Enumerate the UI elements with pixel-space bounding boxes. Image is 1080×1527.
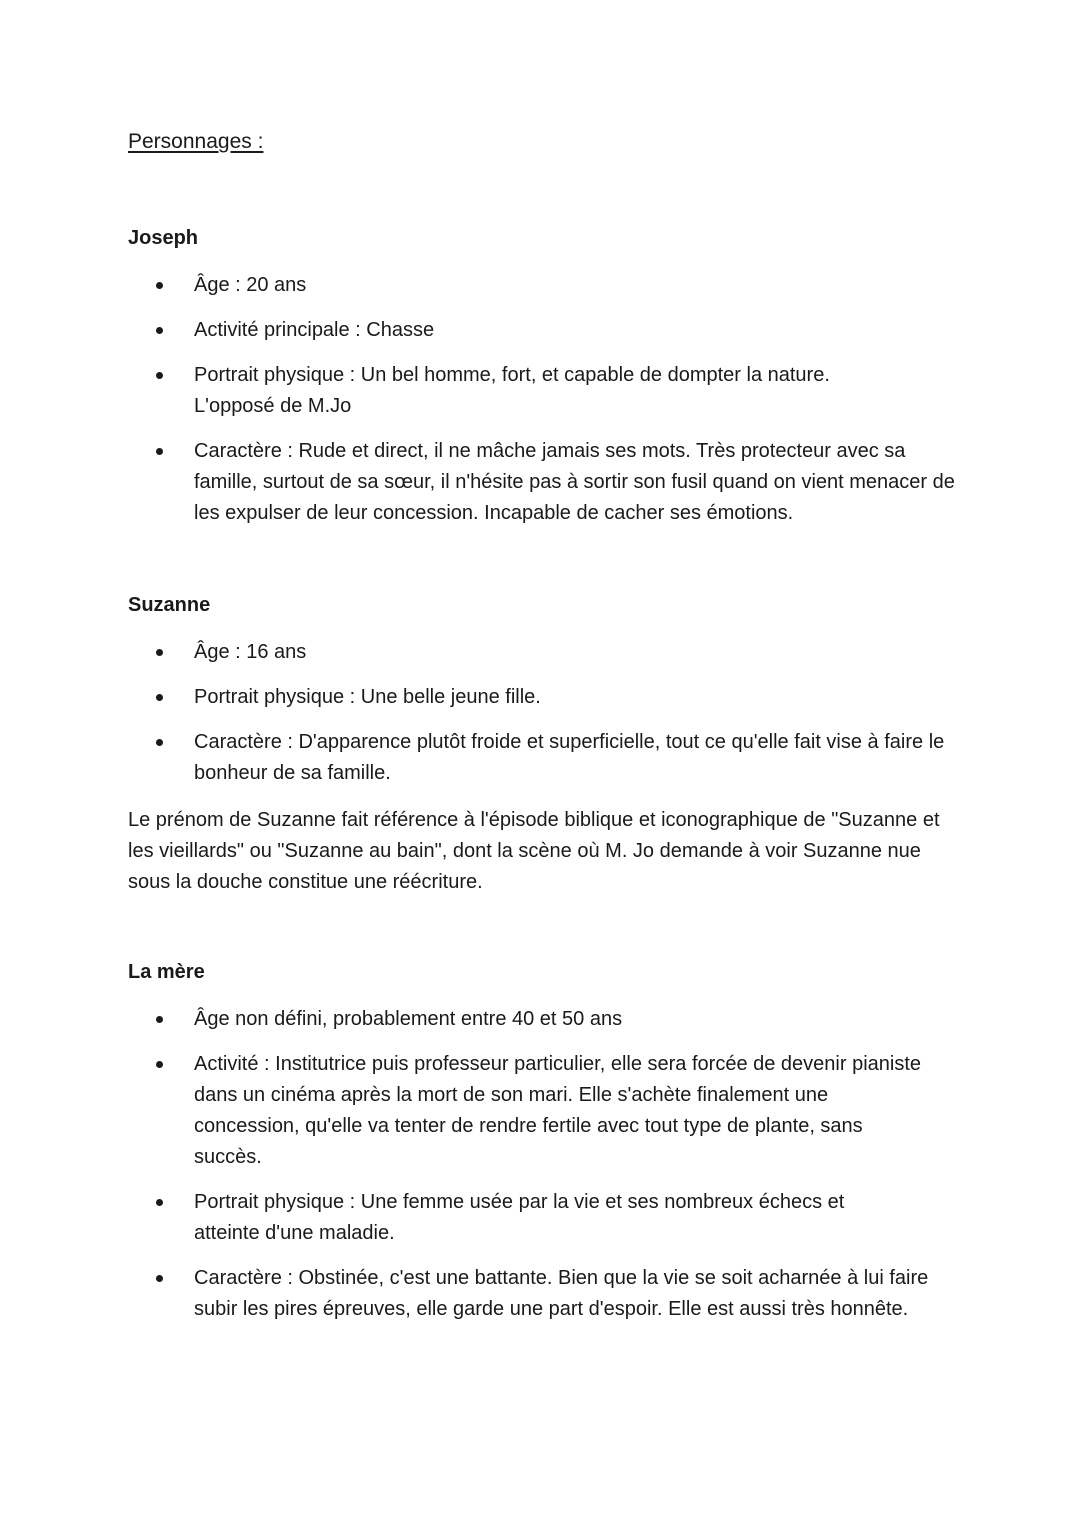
- bullet-icon: [156, 448, 163, 455]
- list-item-text: Caractère : D'apparence plutôt froide et superficielle, tout ce qu'elle fait vise à faire le bonheur de sa famille.: [194, 731, 945, 784]
- list-item-text: Âge : 20 ans: [194, 274, 307, 296]
- bullet-icon: [156, 649, 163, 656]
- list-item-text: Portrait physique : Une belle jeune fille.: [194, 686, 541, 708]
- bullet-icon: [156, 1275, 163, 1282]
- bullet-icon: [156, 282, 163, 289]
- list-item-text: Âge non défini, probablement entre 40 et 50 ans: [194, 1008, 623, 1030]
- list-item-text: Âge : 16 ans: [194, 641, 307, 663]
- joseph-list: [150, 270, 970, 543]
- list-item: [150, 315, 970, 346]
- list-item: [150, 682, 970, 713]
- section-heading-suzanne: Suzanne: [128, 594, 211, 616]
- list-item-text: Caractère : Rude et direct, il ne mâche jamais ses mots. Très protecteur avec sa famille, surtout de sa sœur, il n'hésite pas à sortir son fusil quand on vient menacer de les expulser de leur concession. Incapable de cacher ses émotions.: [194, 440, 955, 524]
- bullet-icon: [156, 739, 163, 746]
- list-item: [150, 270, 970, 301]
- list-item: [150, 1049, 970, 1173]
- list-item: [150, 360, 970, 422]
- bullet-icon: [156, 1199, 163, 1206]
- list-item-text: Caractère : Obstinée, c'est une battante. Bien que la vie se soit acharnée à lui faire subir les pires épreuves, elle garde une part d'espoir. Elle est aussi très honnête.: [194, 1267, 929, 1320]
- bullet-icon: [156, 1016, 163, 1023]
- list-item: [150, 1263, 970, 1325]
- list-item-text: Portrait physique : Un bel homme, fort, et capable de dompter la nature. L'opposé de M.Jo: [194, 364, 830, 417]
- bullet-icon: [156, 1061, 163, 1068]
- list-item: [150, 436, 970, 529]
- suzanne-paragraph: Le prénom de Suzanne fait référence à l'épisode biblique et iconographique de "Suzanne et les vieillards" ou "Suzanne au bain", dont la scène où M. Jo demande à voir Suzanne nue sous la douche constitue une réécriture.: [128, 809, 940, 893]
- list-item: [150, 1187, 970, 1249]
- list-item-text: Portrait physique : Une femme usée par la vie et ses nombreux échecs et atteinte d'une maladie.: [194, 1191, 845, 1244]
- bullet-icon: [156, 694, 163, 701]
- list-item: [150, 637, 970, 668]
- section-heading-la-mere: La mère: [128, 961, 205, 983]
- list-item-text: Activité : Institutrice puis professeur particulier, elle sera forcée de devenir pianiste dans un cinéma après la mort de son mari. Elle s'achète finalement une concession, qu'elle va tenter de rendre fertile avec tout type de plante, sans succès.: [194, 1053, 922, 1168]
- la-mere-list: [150, 1004, 970, 1339]
- section-heading-joseph: Joseph: [128, 227, 199, 249]
- bullet-icon: [156, 372, 163, 379]
- bullet-icon: [156, 327, 163, 334]
- page-title: Personnages :: [128, 130, 264, 153]
- list-item-text: Activité principale : Chasse: [194, 319, 435, 341]
- list-item: [150, 727, 970, 789]
- list-item: [150, 1004, 970, 1035]
- suzanne-list: [150, 637, 970, 803]
